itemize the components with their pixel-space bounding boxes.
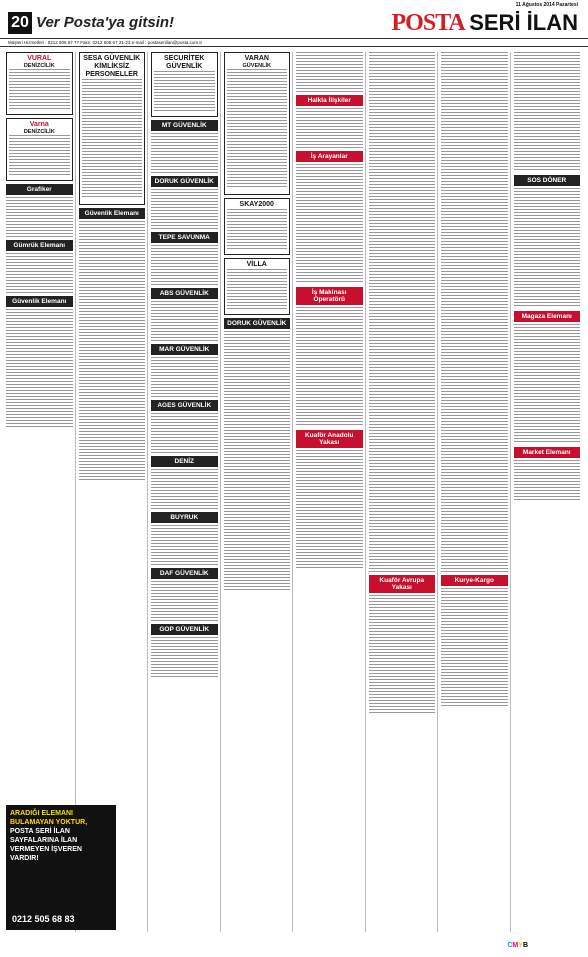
ad-subtitle: GÜVENLİK bbox=[242, 63, 271, 69]
column-1 bbox=[6, 52, 76, 932]
page-number: 20 bbox=[8, 12, 32, 34]
column-5 bbox=[296, 52, 366, 932]
ad-title: SECURİTEK GÜVENLİK bbox=[164, 55, 205, 70]
ad-text-block bbox=[9, 135, 70, 175]
ad-box bbox=[224, 198, 291, 255]
ad-text-block bbox=[227, 69, 288, 189]
section-header: DAF GÜVENLİK bbox=[151, 568, 218, 579]
ad-box bbox=[151, 52, 218, 117]
section-header: DENİZ bbox=[151, 456, 218, 467]
listing-text bbox=[369, 595, 436, 715]
ad-box bbox=[6, 118, 73, 181]
ad-subtitle: DENİZCİLİK bbox=[23, 129, 55, 135]
section-header: GOP GÜVENLİK bbox=[151, 624, 218, 635]
section-header: DORUK GÜVENLİK bbox=[224, 318, 291, 329]
listing-text bbox=[296, 450, 363, 570]
listing-text bbox=[151, 581, 218, 621]
listing-text bbox=[151, 189, 218, 229]
column-3 bbox=[151, 52, 221, 932]
cmyk-c: C bbox=[507, 942, 513, 949]
listing-text bbox=[514, 324, 581, 444]
ad-text-block bbox=[154, 71, 215, 111]
section-header: Magaza Elemanı bbox=[514, 311, 581, 322]
listing-text bbox=[441, 52, 508, 572]
ad-text-block bbox=[9, 69, 70, 109]
section-header: Güvenlik Elemanı bbox=[6, 296, 73, 307]
ad-subtitle: DENİZCİLİK bbox=[23, 63, 55, 69]
listing-text bbox=[151, 245, 218, 285]
section-header: TEPE SAVUNMA bbox=[151, 232, 218, 243]
listing-text bbox=[441, 588, 508, 708]
section-header: AGES GÜVENLİK bbox=[151, 400, 218, 411]
ad-title: SESA GÜVENLİK KİMLİKSİZ PERSONELLER bbox=[83, 55, 141, 78]
column-4 bbox=[224, 52, 294, 932]
cmyk-marks bbox=[507, 942, 528, 949]
listing-text bbox=[296, 52, 363, 92]
section-header: İş Makinası Operatörü bbox=[296, 287, 363, 305]
listing-text bbox=[296, 307, 363, 427]
column-8 bbox=[514, 52, 583, 932]
listing-text bbox=[296, 108, 363, 148]
column-7 bbox=[441, 52, 511, 932]
logo-seri: SERİ İLAN bbox=[469, 10, 578, 35]
listing-text bbox=[151, 525, 218, 565]
section-header: BUYRUK bbox=[151, 512, 218, 523]
section-header: DORUK GÜVENLİK bbox=[151, 176, 218, 187]
listing-text bbox=[151, 133, 218, 173]
cmyk-y: Y bbox=[518, 942, 523, 949]
contact-strip: Müşteri Hizmetleri : 0212 505 67 77 Faks: 0212 505 67 21-23 e-mail : postaseriilan@posta.com.tr bbox=[0, 38, 588, 47]
ad-title: Varna bbox=[29, 121, 49, 128]
section-header: Halkla İlişkiler bbox=[296, 95, 363, 106]
promo-phone: 0212 505 68 83 bbox=[12, 914, 75, 924]
section-header: Kurye-Kargo bbox=[441, 575, 508, 586]
cmyk-k: B bbox=[522, 942, 528, 949]
ad-text-block bbox=[227, 209, 288, 249]
logo-posta: POSTA bbox=[391, 10, 465, 36]
listing-text bbox=[6, 309, 73, 429]
section-header: Market Elemanı bbox=[514, 447, 581, 458]
ad-title: VİLLA bbox=[246, 261, 267, 268]
listing-text bbox=[6, 197, 73, 237]
section-header: Kuaför Anadolu Yakası bbox=[296, 430, 363, 448]
listing-text bbox=[79, 221, 146, 481]
ad-text-block bbox=[227, 269, 288, 309]
listing-text bbox=[151, 469, 218, 509]
ad-box bbox=[6, 52, 73, 115]
listing-text bbox=[514, 188, 581, 308]
section-header: Güvenlik Elemanı bbox=[79, 208, 146, 219]
ad-box bbox=[79, 52, 146, 205]
section-header: MT GÜVENLİK bbox=[151, 120, 218, 131]
ad-text-block bbox=[82, 79, 143, 199]
section-header: Gümrük Elemanı bbox=[6, 240, 73, 251]
issue-date: 11 Ağustos 2014 Pazartesi bbox=[515, 2, 578, 8]
section-header: Kuaför Avrupa Yakası bbox=[369, 575, 436, 593]
ad-box bbox=[224, 52, 291, 195]
listing-text bbox=[151, 357, 218, 397]
classifieds-grid bbox=[6, 52, 582, 932]
promo-box bbox=[6, 805, 116, 930]
column-6 bbox=[369, 52, 439, 932]
masthead bbox=[0, 0, 588, 50]
ad-title: VARAN bbox=[244, 55, 269, 62]
listing-text bbox=[6, 253, 73, 293]
listing-text bbox=[224, 331, 291, 591]
section-header: Grafiker bbox=[6, 184, 73, 195]
column-2 bbox=[79, 52, 149, 932]
ad-box bbox=[224, 258, 291, 315]
listing-text bbox=[151, 413, 218, 453]
promo-line-2: POSTA SERİ İLAN SAYFALARINA İLAN VERMEYEN İŞVEREN VARDIR! bbox=[10, 828, 82, 862]
ad-title: VURAL bbox=[27, 55, 52, 62]
cmyk-m: M bbox=[512, 942, 519, 949]
listing-text bbox=[151, 637, 218, 677]
section-header: ABS GÜVENLİK bbox=[151, 288, 218, 299]
listing-text bbox=[151, 301, 218, 341]
promo-line-1: ARADIĞI ELEMANI BULAMAYAN YOKTUR, bbox=[10, 810, 88, 826]
listing-text bbox=[296, 164, 363, 284]
logo bbox=[392, 10, 578, 39]
section-header: SOS DÖNER bbox=[514, 175, 581, 186]
section-header: MAR GÜVENLİK bbox=[151, 344, 218, 355]
section-header: İş Arayanlar bbox=[296, 151, 363, 162]
listing-text bbox=[369, 52, 436, 572]
slogan: Ver Posta'ya gitsin! bbox=[36, 14, 175, 31]
listing-text bbox=[514, 460, 581, 500]
listing-text bbox=[514, 52, 581, 172]
ad-title: SKAY2000 bbox=[239, 201, 274, 208]
